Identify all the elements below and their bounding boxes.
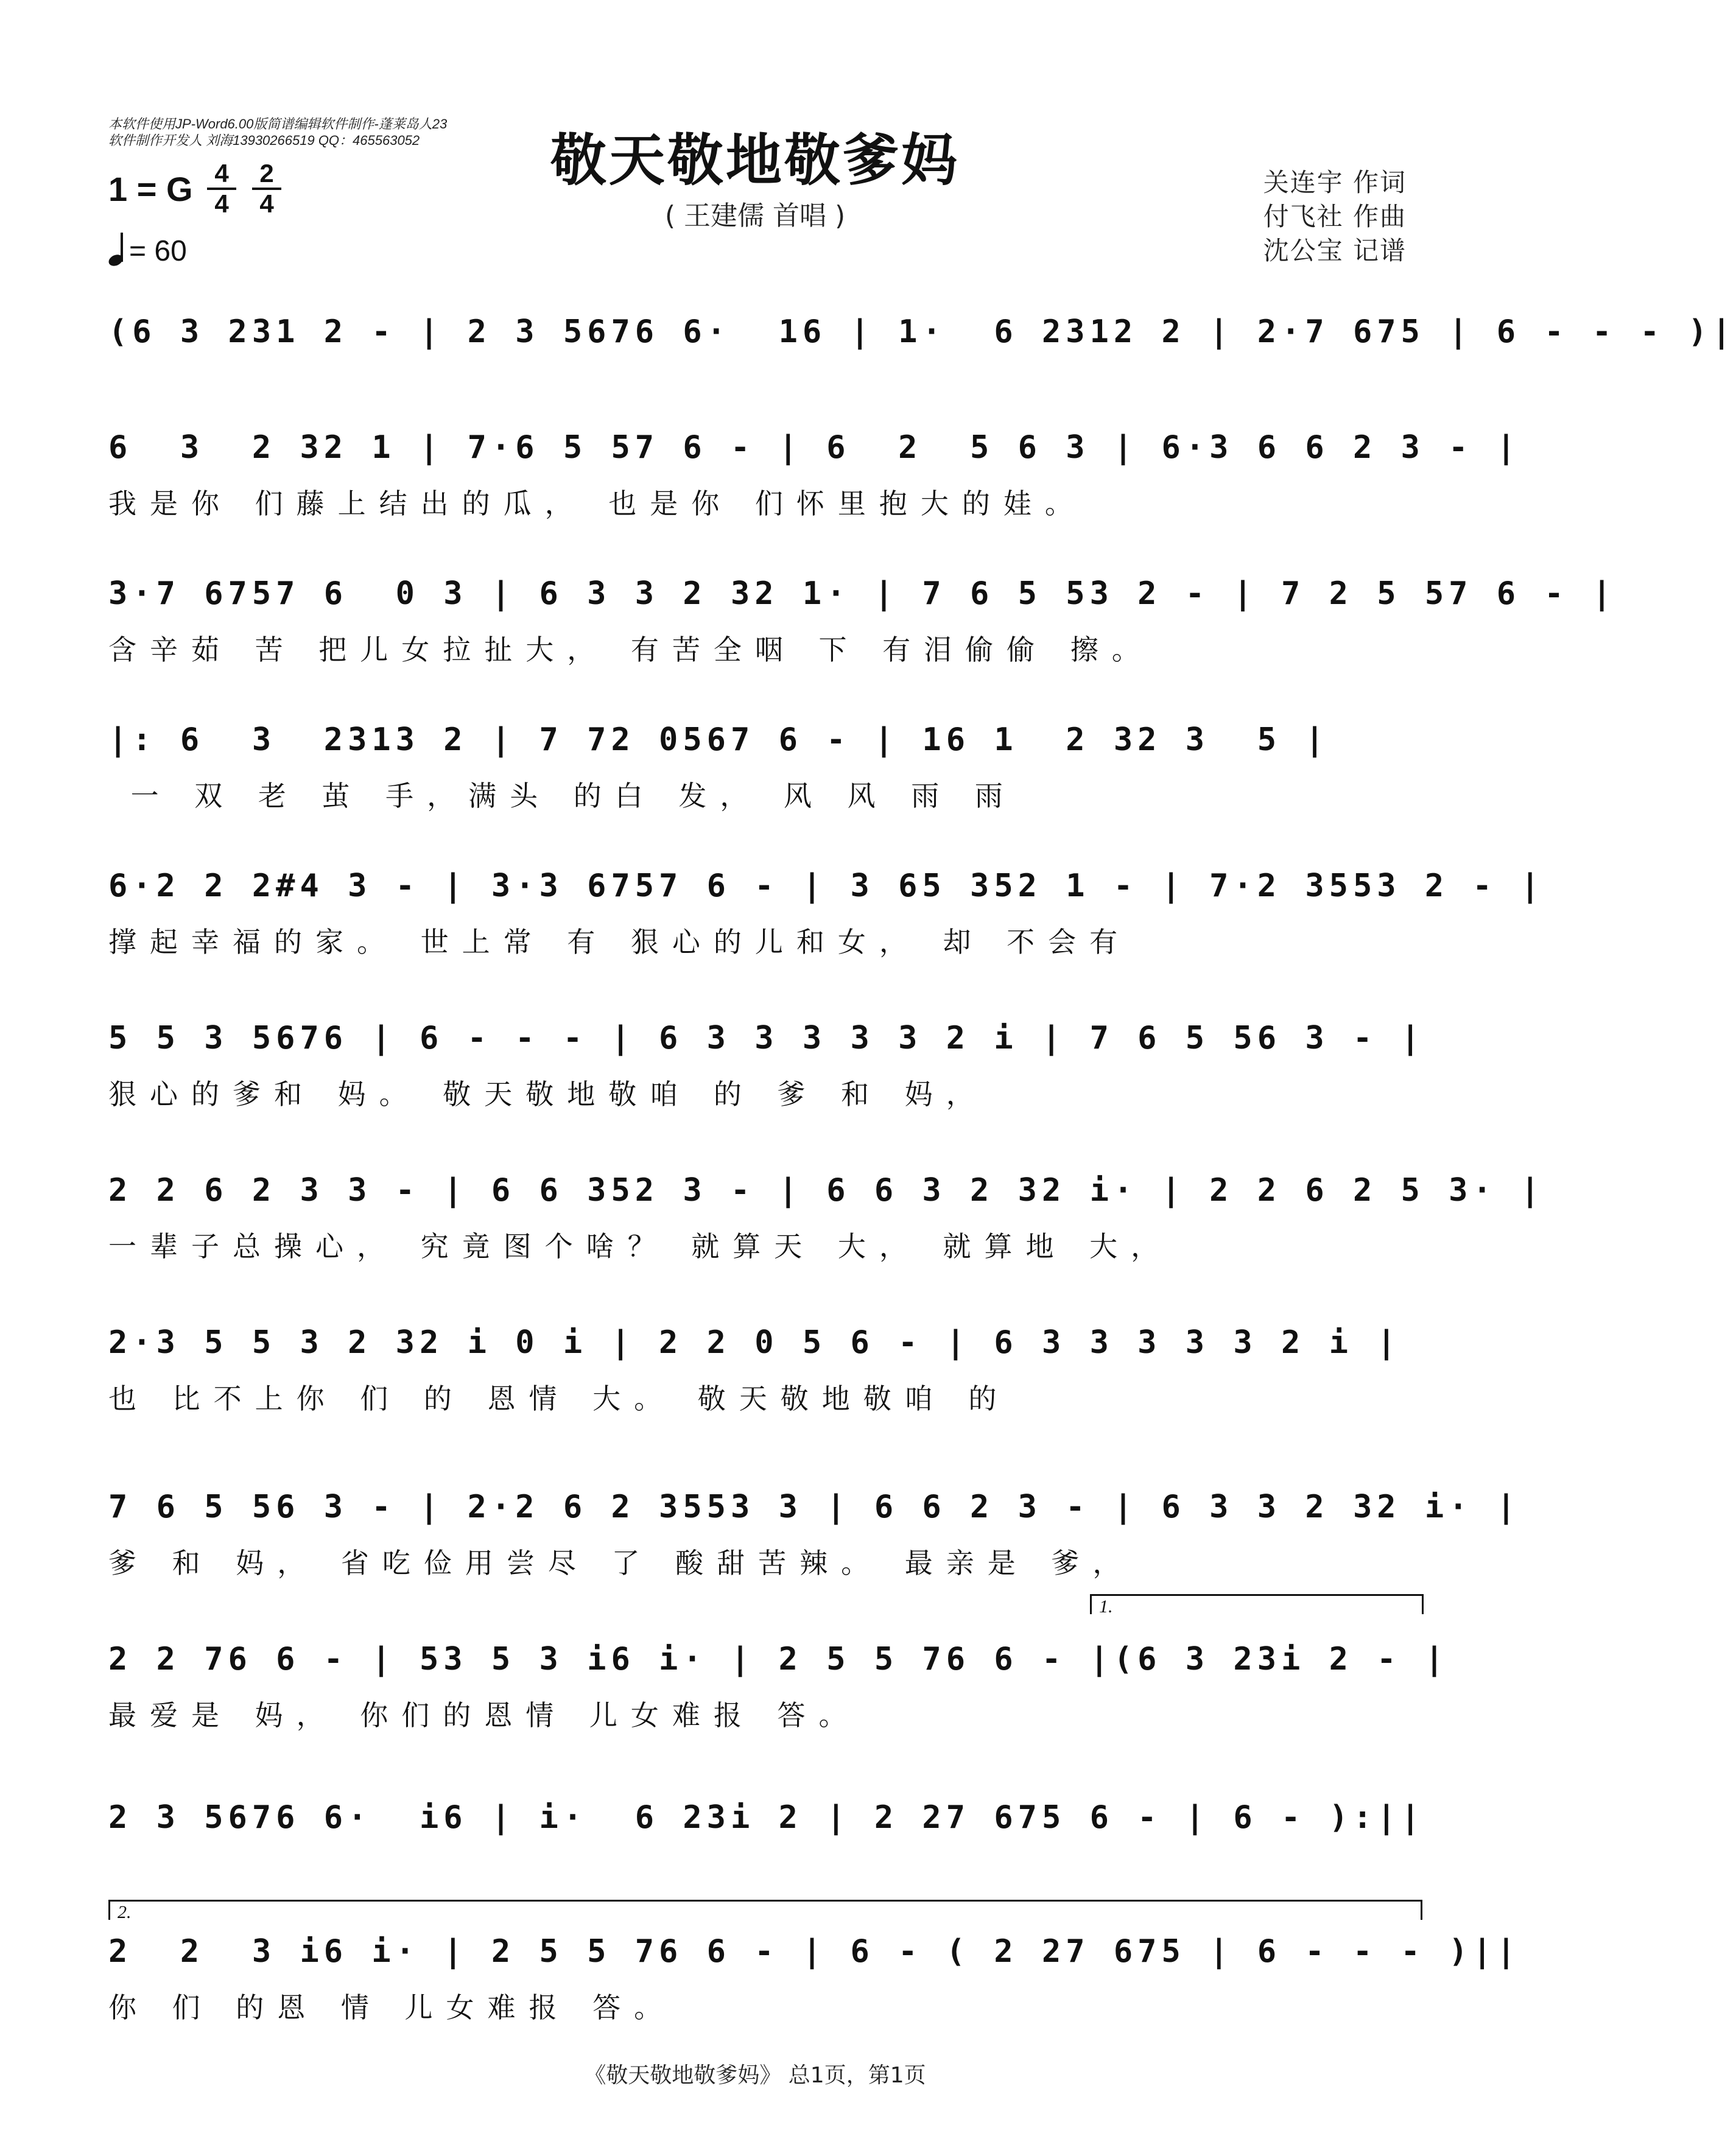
time-signature-2-num: 2 <box>259 159 274 188</box>
lyrics-line-4: 一 双 老 茧 手，满头 的白 发， 风 风 雨 雨 <box>108 779 1016 812</box>
lyricist-credit: 关连宇 作词 <box>1263 167 1407 197</box>
lyrics-line-1 <box>108 367 1411 409</box>
notation-line-11: 2 3 5676 6· i6 | i· 6 23i 2 | 2 27 675 6 - | 6 - ):|| <box>108 1799 1425 1836</box>
time-signature-1 <box>207 160 236 218</box>
tempo-value: = 60 <box>129 235 187 267</box>
credits <box>1263 166 1407 268</box>
song-title: 敬天敬地敬爹妈 <box>550 128 960 193</box>
lyrics-line-6: 狠心的爹和 妈。 敬天敬地敬咱 的 爹 和 妈， <box>108 1078 988 1111</box>
time-signature-1-num: 4 <box>214 159 229 188</box>
time-signature-1-den: 4 <box>207 188 236 218</box>
first-ending-label: 1. <box>1099 1597 1113 1617</box>
notation-line-3: 3·7 6757 6 0 3 | 6 3 3 2 32 1· | 7 6 5 53 2 - | 7 2 5 57 6 - | <box>108 575 1617 612</box>
song-subtitle: ( 王建儒 首唱 ) <box>664 200 846 231</box>
lyrics-line-7: 一辈子总操心， 究竟图个啥？ 就算天 大， 就算地 大， <box>108 1230 1173 1263</box>
lyrics-line-2: 我是你 们藤上结出的瓜， 也是你 们怀里抱大的娃。 <box>108 487 1086 520</box>
lyrics-line-8: 也 比不上你 们 的 恩情 大。 敬天敬地敬咱 的 <box>108 1382 1010 1415</box>
key-signature: 1 = G <box>108 170 193 208</box>
notation-line-5: 6·2 2 2#4 3 - | 3·3 6757 6 - | 3 65 352 1 - | 7·2 3553 2 - | <box>108 868 1545 904</box>
notation-line-2: 6 3 2 32 1 | 7·6 5 57 6 - | 6 2 5 6 3 | 6·3 6 6 2 3 - | <box>108 429 1521 466</box>
notation-line-1: (6 3 231 2 - | 2 3 5676 6· 16 | 1· 6 2312 2 | 2·7 675 | 6 - - - )| <box>108 314 1736 350</box>
notation-line-12: 2 2 3 i6 i· | 2 5 5 76 6 - | 6 - ( 2 27 675 | 6 - - - )|| <box>108 1933 1521 1970</box>
composer-credit: 付飞社 作曲 <box>1263 202 1407 231</box>
software-credit-line1: 本软件使用JP-Word6.00版简谱编辑软件制作-蓬莱岛人23 <box>108 116 448 132</box>
software-credit-line2: 软件制作开发人 刘海13930266519 QQ：465563052 <box>108 133 420 148</box>
notation-line-6: 5 5 3 5676 | 6 - - - | 6 3 3 3 3 3 2 i | 7 6 5 56 3 - | <box>108 1020 1425 1056</box>
second-ending-bracket <box>108 1900 1422 1920</box>
notation-line-4: |: 6 3 2313 2 | 7 72 0567 6 - | 16 1 2 32 3 5 | <box>108 722 1329 758</box>
lyrics-line-3: 含辛茹 苦 把儿女拉扯大， 有苦全咽 下 有泪偷偷 擦。 <box>108 633 1153 666</box>
notation-line-9: 7 6 5 56 3 - | 2·2 6 2 3553 3 | 6 6 2 3 - | 6 3 3 2 32 i· | <box>108 1489 1521 1525</box>
first-ending-bracket <box>1090 1594 1424 1617</box>
notation-line-8: 2·3 5 5 3 2 32 i 0 i | 2 2 0 5 6 - | 6 3 3 3 3 3 2 i | <box>108 1324 1401 1361</box>
time-signature-2-den: 4 <box>252 188 281 218</box>
quarter-note-icon <box>108 233 129 267</box>
lyrics-line-5: 撑起幸福的家。 世上常 有 狠心的儿和女， 却 不会有 <box>108 926 1131 958</box>
page-footer: 《敬天敬地敬爹妈》 总1页，第1页 <box>584 2063 926 2088</box>
lyrics-line-9: 爹 和 妈， 省吃俭用尝尽 了 酸甜苦辣。 最亲是 爹， <box>108 1547 1134 1579</box>
lyrics-line-12: 你 们 的恩 情 儿女难报 答。 <box>108 1991 676 2024</box>
time-signature-2 <box>252 160 281 218</box>
notation-line-7: 2 2 6 2 3 3 - | 6 6 352 3 - | 6 6 3 2 32 i· | 2 2 6 2 5 3· | <box>108 1172 1545 1209</box>
lyrics-line-10: 最爱是 妈， 你们的恩情 儿女难报 答。 <box>108 1699 860 1732</box>
notation-line-10: 2 2 76 6 - | 53 5 3 i6 i· | 2 5 5 76 6 - |(6 3 23i 2 - | <box>108 1641 1449 1678</box>
second-ending-label: 2. <box>118 1902 132 1922</box>
transcriber-credit: 沈公宝 记谱 <box>1263 236 1407 265</box>
tempo-marking <box>108 233 187 268</box>
lyrics-line-11 <box>108 1852 1411 1895</box>
